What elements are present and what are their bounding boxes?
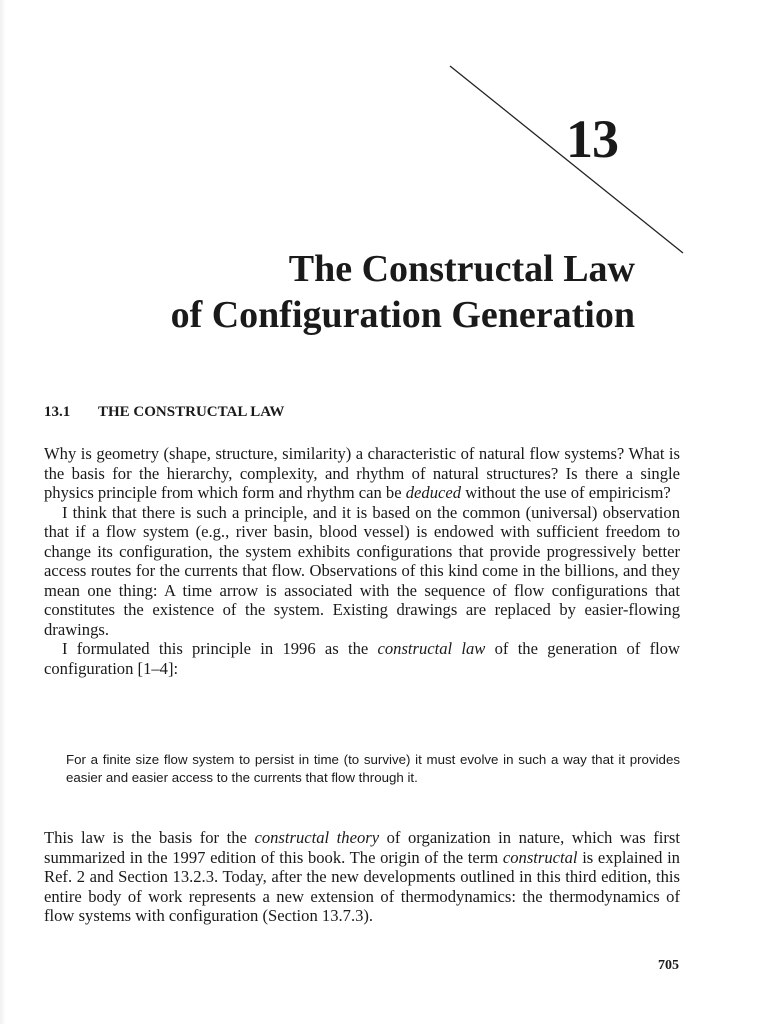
paragraph-4-text-b: of organization in nature, which was first summarized in the 1997 edition of this book. The origin of the term bbox=[44, 828, 680, 867]
paragraph-1-text-b: without the use of empiricism? bbox=[461, 483, 671, 502]
law-statement-quote: For a finite size flow system to persist in time (to survive) it must evolve in such a way that it provides easier and easier access to the currents that flow through it. bbox=[66, 752, 680, 785]
section-heading bbox=[44, 402, 284, 422]
paragraph-1-emphasis: deduced bbox=[405, 483, 462, 502]
paragraph-2: I think that there is such a principle, and it is based on the common (universal) observation that if a flow system (e.g., river basin, blood vessel) is endowed with sufficient freedom to change its configuration, the system exhibits configurations that provide progressively better access routes for the currents that flow. Observations of this kind come in the billions, and they mean one thing: A time arrow is associated with the sequence of flow configurations that constitutes the existence of the system. Existing drawings are replaced by easier-flowing drawings. bbox=[44, 502, 680, 639]
paragraph-4 bbox=[44, 828, 680, 926]
section-title: THE CONSTRUCTAL LAW bbox=[98, 404, 285, 420]
chapter-title bbox=[15, 246, 635, 338]
paragraph-4-emphasis-1: constructal theory bbox=[254, 828, 380, 847]
paragraph-3-emphasis: constructal law bbox=[377, 639, 486, 658]
chapter-title-line-1: The Constructal Law bbox=[288, 248, 635, 290]
page-number: 705 bbox=[658, 958, 679, 973]
body-text-block-2 bbox=[44, 828, 680, 926]
paragraph-4-text-a: This law is the basis for the bbox=[44, 828, 255, 847]
paragraph-3 bbox=[44, 639, 680, 678]
paragraph-1 bbox=[44, 444, 680, 503]
paragraph-4-text-c: is explained in Ref. 2 and Section 13.2.3. Today, after the new developments outlined in this third edition, this entire body of work represents a new extension of thermodynamics: the thermodynamics of flow systems with configuration (Section 13.7.3). bbox=[44, 847, 680, 925]
paragraph-4-emphasis-2: constructal bbox=[502, 847, 578, 867]
chapter-title-line-2: of Configuration Generation bbox=[170, 294, 635, 336]
section-number: 13.1 bbox=[44, 404, 71, 420]
paragraph-3-text-a: I formulated this principle in 1996 as the bbox=[62, 639, 378, 658]
body-text-block-1 bbox=[44, 444, 680, 678]
chapter-number: 13 bbox=[566, 109, 618, 169]
paragraph-1-text-a: Why is geometry (shape, structure, similarity) a characteristic of natural flow systems? What is the basis for the hierarchy, complexity, and rhythm of natural structures? Is there a single physics principle from which form and rhythm can be bbox=[44, 444, 680, 502]
paragraph-3-text-b: of the generation of flow configuration [1–4]: bbox=[44, 639, 680, 678]
